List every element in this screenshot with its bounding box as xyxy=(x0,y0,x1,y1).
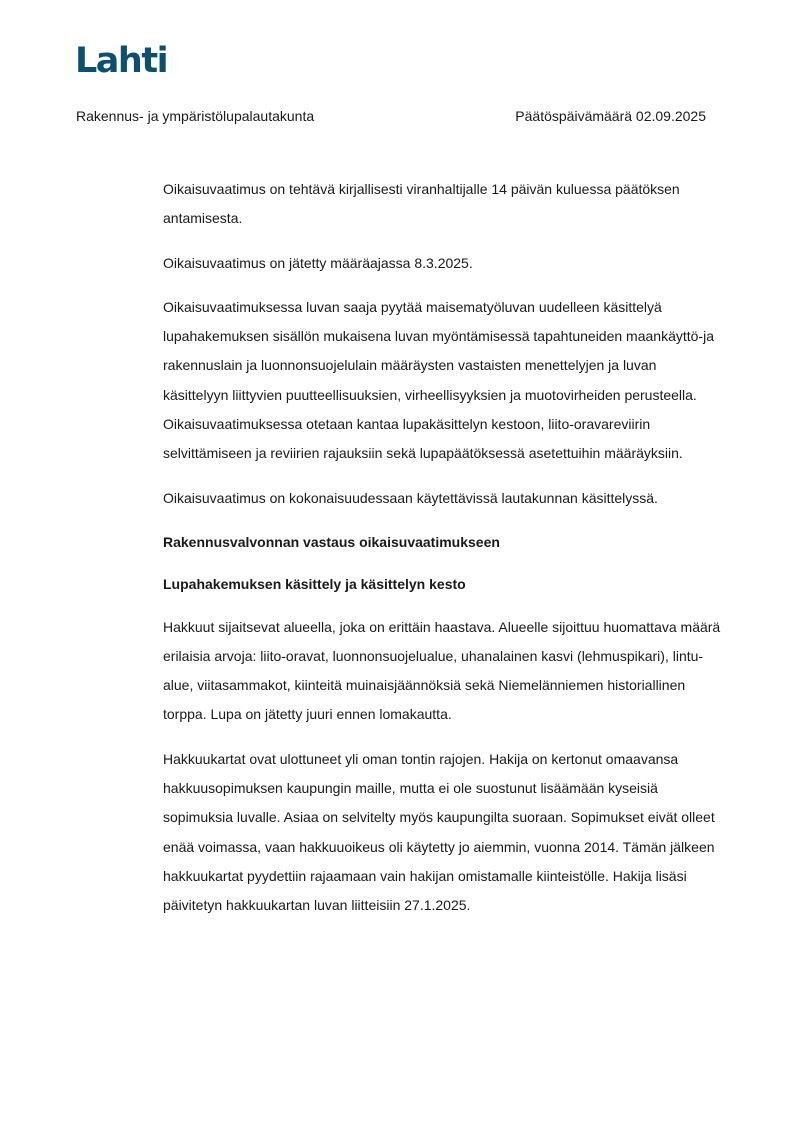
document-body xyxy=(163,175,723,936)
body-paragraph: Oikaisuvaatimus on jätetty määräajassa 8.3.2025. xyxy=(163,254,473,271)
body-paragraph: Oikaisuvaatimus on kokonaisuudessaan käytettävissä lautakunnan käsittelyssä. xyxy=(163,489,658,506)
body-paragraph: Oikaisuvaatimuksessa luvan saaja pyytää maisematyöluvan uudelleen käsittelyä lupahakemuksen sisällön mukaisena luvan myöntämisessä tapahtuneiden maankäyttö-ja rakennuslain ja luonnonsuojelulain määräysten vastaisten menettelyjen ja luvan käsittelyyn liittyvien puutteellisuuksien, virheellisyyksien ja muotovirheiden perusteella. Oikaisuvaatimuksessa otetaan kantaa lupakäsittelyn kestoon, liito-oravareviirin selvittämiseen ja reviirien rajauksiin sekä lupapäätöksessä asetettuihin määräyksiin. xyxy=(163,298,714,462)
body-paragraph: Hakkuukartat ovat ulottuneet yli oman tontin rajojen. Hakija on kertonut omaavansa hakkuusopimuksen kaupungin maille, mutta ei ole suostunut lisäämään kyseisiä sopimuksia luvalle. Asiaa on selvitelty myös kaupungilta suoraan. Sopimukset eivät olleet enää voimassa, vaan hakkuuoikeus oli käytetty jo aiemmin, vuonna 2014. Tämän jälkeen hakkuukartat pyydettiin rajaamaan vain hakijan omistamalle kiinteistölle. Hakija lisäsi päivitetyn hakkuukartan luvan liitteisiin 27.1.2025. xyxy=(163,750,715,914)
decision-date: Päätöspäivämäärä 02.09.2025 xyxy=(515,108,706,124)
body-paragraph: Oikaisuvaatimus on tehtävä kirjallisesti viranhaltijalle 14 päivän kuluessa päätöksen antamisesta. xyxy=(163,181,680,227)
body-paragraph: Hakkuut sijaitsevat alueella, joka on erittäin haastava. Alueelle sijoittuu huomattava määrä erilaisia arvoja: liito-oravat, luonnonsuojelualue, uhanalainen kasvi (lehmuspikari), lintu-alue, viitasammakot, kiinteitä muinaisjäännöksiä sekä Niemelänniemen historiallinen torppa. Lupa on jätetty juuri ennen lomakautta. xyxy=(163,618,721,723)
section-heading: Rakennusvalvonnan vastaus oikaisuvaatimukseen xyxy=(163,533,500,550)
subsection-heading: Lupahakemuksen käsittely ja käsittelyn kesto xyxy=(163,576,466,593)
lahti-logo: Lahti xyxy=(75,41,168,81)
committee-name: Rakennus- ja ympäristölupalautakunta xyxy=(76,108,315,124)
